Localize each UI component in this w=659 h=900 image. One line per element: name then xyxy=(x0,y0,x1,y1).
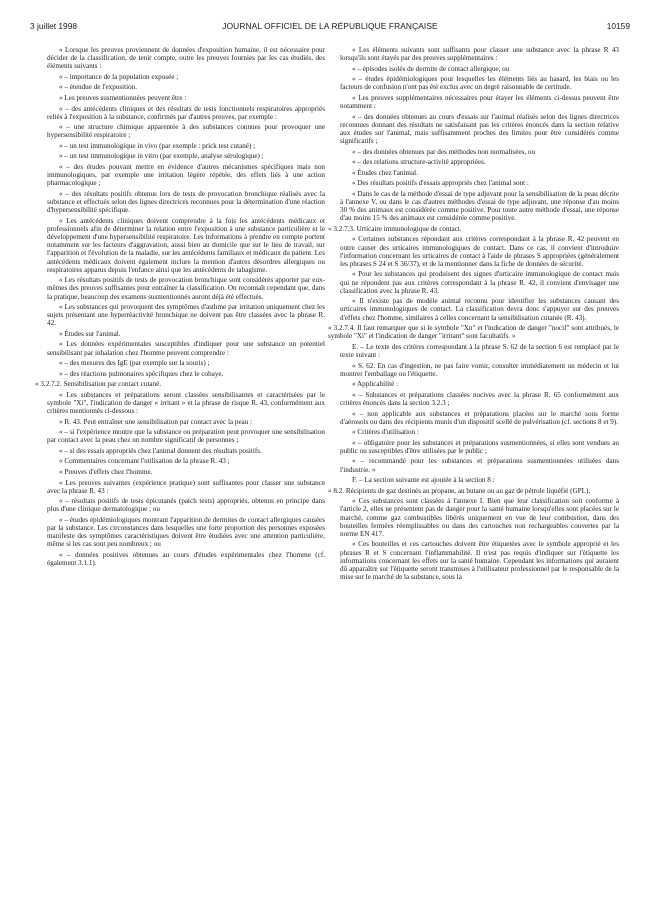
paragraph: « – données positives obtenues au cours d'études expérimentales chez l'homme (cf. également 3.1.1). xyxy=(47,550,325,568)
paragraph: « 3.2.7.2. Sensibilisation par contact cutané. xyxy=(35,380,162,389)
paragraph: « Les résultats positifs de tests de provocation bronchique sont considérés apporter par eux-mêmes des preuves suffisantes pour entraîner la classification. On reconnaît cependant que, dans la pratique, beaucoup des examens susmentionnés auront déjà été effectués. xyxy=(47,276,325,301)
paragraph: « Dans le cas de la méthode d'essai de type adjuvant pour la sensibilisation de la peau décrite à l'annexe V, ou dans le cas d'autres méthodes d'essai de type adjuvant, une réponse d'au moins 30 % des animaux est considérée comme positive. Pour toute autre méthode d'essai, une réponse d'au moins 15 % des animaux est considérée comme positive. xyxy=(340,189,619,223)
paragraph: « – des mesures des IgE (par exemple sur la souris) ; xyxy=(59,359,210,368)
paragraph: « – si l'expérience montre que la substance ou préparation peut provoquer une sensibilisation par contact avec la peau chez un nombre significatif de personnes ; xyxy=(47,428,325,445)
paragraph: « – des études pouvant mettre en évidence d'autres mécanismes spécifiques mais non immunologiques, par exemple une irritation légère répétée, des effets liés à une action pharmacologique ; xyxy=(47,163,325,188)
paragraph: « – obligatoire pour les substances et préparations susmentionnées, si elles sont vendues au public ou susceptibles d'être utilisées par le public ; xyxy=(340,438,619,455)
paragraph: « S. 62. En cas d'ingestion, ne pas faire vomir, consulter immédiatement un médecin et lui montrer l'emballage ou l'étiquette. xyxy=(340,361,619,378)
paragraph: « Études sur l'animal. xyxy=(59,329,121,338)
paragraph: « Lorsque les preuves proviennent de données d'exposition humaine, il est nécessaire pour décider de la classification, de tenir compte, outre les preuves fournies par les cas étudiés, des éléments suivants : xyxy=(47,46,325,71)
paragraph: « Les antécédents cliniques doivent comprendre à la fois les antécédents médicaux et professionnels afin de déterminer la relation entre l'exposition à une substance particulière et le développement d'une hypersensibilité respiratoire. Les informations à prendre en compte portent notamment sur les facteurs d'aggravation, aussi bien au domicile que sur le lieu de travail, sur l'apparition et l'évolution de la maladie, sur les antécédents familiaux et médicaux du patient. Les antécédents médicaux doivent également inclure la mention d'autres désordres allergiques ou respiratoires apparus depuis l'enfance ainsi que les antécédents de tabagisme. xyxy=(47,216,325,274)
paragraph: « – un test immunologique in vitro (par exemple, analyse sérologique) ; xyxy=(59,152,264,161)
paragraph: « Les substances et préparations seront classées sensibilisantes et caractérisées par le symbole "Xi", l'indication de danger « irritant » et la phrase de risque R. 43, conformément aux critères mentionnés ci-dessous : xyxy=(47,390,325,416)
paragraph: « Les éléments suivants sont suffisants pour classer une substance avec la phrase R 43 lorsqu'ils sont étayés par des preuves supplémentaires : xyxy=(340,46,619,63)
left-column xyxy=(35,46,325,570)
paragraph: « – si des essais appropriés chez l'animal donnent des résultats positifs. xyxy=(59,446,262,455)
journal-title: JOURNAL OFFICIEL DE LA RÉPUBLIQUE FRANÇAISE xyxy=(222,21,438,31)
page-number: 10159 xyxy=(606,21,630,31)
paragraph: « Preuves d'effets chez l'homme. xyxy=(59,468,153,477)
paragraph: « – des antécédents cliniques et des résultats de tests fonctionnels respiratoires appropriés reliés à l'exposition à la substance, confirmés par d'autres preuves, par exemple : xyxy=(47,104,325,121)
paragraph: « Études chez l'animal. xyxy=(352,168,418,177)
right-column xyxy=(328,46,619,584)
paragraph: « Critères d'utilisation : xyxy=(352,428,419,437)
paragraph: « 3.2.7.3. Urticaire immunologique de contact. xyxy=(328,224,462,233)
paragraph: « 3.2.7.4. Il faut remarquer que si le symbole "Xn" et l'indication de danger "nocif" sont attribués, le symbole "Xi" et l'indication de danger "irritant" sont facultatifs. » xyxy=(328,324,619,341)
paragraph: « – des données obtenues par des méthodes non normalisées, ou xyxy=(352,147,536,156)
paragraph: « Applicabilité : xyxy=(352,380,399,389)
paragraph: « – un test immunologique in vivo (par exemple : prick test cutané) ; xyxy=(59,141,256,150)
paragraph: F. – La section suivante est ajoutée à la section 8 : xyxy=(352,476,495,485)
paragraph: « Les preuves susmentionnées peuvent être : xyxy=(59,93,187,102)
paragraph: « 8.2. Récipients de gaz destinés au propane, au butane ou au gaz de pétrole liquéfié (GPL). xyxy=(328,486,591,495)
paragraph: « Commentaires concernant l'utilisation de la phrase R. 43 ; xyxy=(59,457,230,466)
paragraph: « – étendue de l'exposition. xyxy=(59,83,138,92)
paragraph: « – épisodes isolés de dermite de contact allergique, ou xyxy=(352,64,510,73)
paragraph: « Ces bouteilles et ces cartouches doivent être étiquetées avec le symbole approprié et les phrases R et S concernant l'inflammabilité. Il n'est pas requis d'indiquer sur l'étiquette les informations concernant les effets sur la santé humaine. Cependant les informations qui auraient dû apparaître sur l'étiquette seront transmises à l'utilisateur professionnel par le responsable de la mise sur le marché de la substance, sous la xyxy=(340,540,619,582)
paragraph: « – Substances et préparations classées nocives avec la phrase R. 65 conformément aux critères énoncés dans la section 3.2.3 ; xyxy=(340,390,619,407)
paragraph: « Des résultats positifs d'essais appropriés chez l'animal sont : xyxy=(352,179,529,188)
paragraph: « Les données expérimentales susceptibles d'indiquer pour une substance un potentiel sensibilisant par inhalation chez l'homme peuvent comprendre : xyxy=(47,340,325,357)
paragraph: « – une structure chimique apparentée à des substances connues pour provoquer une hypersensibilité respiratoire ; xyxy=(47,123,325,140)
paragraph: « – des réactions pulmonaires spécifiques chez le cobaye. xyxy=(59,369,224,378)
paragraph: « Les substances qui provoquent des symptômes d'asthme par irritation uniquement chez les sujets présentant une hyperréactivité bronchique ne doivent pas être classées avec la phrase R. 42. xyxy=(47,303,325,328)
paragraph: « Les preuves suivantes (expérience pratique) sont suffisantes pour classer une substance avec la phrase R. 43 : xyxy=(47,478,325,495)
paragraph: « Les preuves supplémentaires nécessaires pour étayer les éléments ci-dessus peuvent être notamment : xyxy=(340,93,619,111)
paragraph: « – études épidémiologiques pour lesquelles les éléments liés au hasard, les biais ou les facteurs de confusion n'ont pas été exclus avec un degré raisonnable de certitude. xyxy=(340,75,619,92)
paragraph: « Il n'existe pas de modèle animal reconnu pour identifier les substances causant des urticaires immunologiques de contact. La classification devra donc s'appuyer sur des preuves d'effets chez l'homme, similaires à celles concernant la sensibilisation cutanée (R. 43). xyxy=(340,297,619,322)
paragraph: E. – Le texte des critères correspondant à la phrase S. 62 de la section 6 est remplacé par le texte suivant : xyxy=(340,342,619,360)
paragraph: « – études épidémiologiques montrant l'apparition de dermites de contact allergiques causées par la substance. Les circonstances dans lesquelles une forte proportion des personnes exposées manifeste des symptômes caractéristiques doivent être étudiées avec une attention particulière, même si les cas sont peu nombreux ; ou xyxy=(47,515,325,549)
paragraph: « R. 43. Peut entraîner une sensibilisation par contact avec la peau : xyxy=(59,417,253,426)
paragraph: « Ces substances sont classées à l'annexe I. Bien que leur classification soit conforme à l'article 2, elles ne présentent pas de danger pour la santé humaine lorsqu'elles sont placées sur le marché, comme gaz combustibles libérés uniquement en vue de leur combustion, dans des bouteilles fermées réemplissables ou dans des cartouches non rechargeables couvertes par la norme EN 417. xyxy=(340,497,619,538)
paragraph: « – des relations structure-activité appropriées. xyxy=(352,158,486,167)
paragraph: « – non applicable aux substances et préparations placées sur le marché sous forme d'aérosols ou dans des récipients munis d'un dispositif scellé de pulvérisation (cf. sections 8 et 9). xyxy=(340,409,619,426)
paragraph: « Pour les substances qui produisent des signes d'urticaire immunologique de contact mais qui ne répondent pas aux critères correspondant à la phrase R. 42, il convient d'envisager une classification avec la phrase R. 43. xyxy=(340,270,619,295)
paragraph: « – des résultats positifs obtenus lors de tests de provocation bronchique réalisés avec la substance et effectués selon des lignes directrices reconnues pour la détermination d'une réaction d'hypersensibilité spécifique. xyxy=(47,189,325,215)
paragraph: « – importance de la population exposée ; xyxy=(59,72,179,81)
paragraph: « – des données obtenues au cours d'essais sur l'animal réalisés selon des lignes directrices reconnues donnant des résultats ne satisfaisant pas les critères énoncés dans la section relative aux études sur l'animal, mais suffisamment proches des limites pour être considérés comme significatifs ; xyxy=(340,112,619,146)
paragraph: « – recommandé pour les substances et préparations susmentionnées utilisées dans l'industrie. » xyxy=(340,457,619,474)
paragraph: « – résultats positifs de tests épicutanés (patch tests) appropriés, obtenus en principe dans plus d'une clinique dermatologique ; ou xyxy=(47,497,325,514)
header-date: 3 juillet 1998 xyxy=(30,21,78,31)
page-header xyxy=(30,21,630,37)
paragraph: « Certaines substances répondant aux critères correspondant à la phrase R. 42 peuvent en outre causer des urticaires immunologiques de contact. Dans ce cas, il convient d'introduire l'information concernant les urticaires de contact à l'aide de phrases S appropriées (généralement les phrases S 24 et S 36/37), et de la mentionner dans la fiche de données de sécurité. xyxy=(340,235,619,268)
